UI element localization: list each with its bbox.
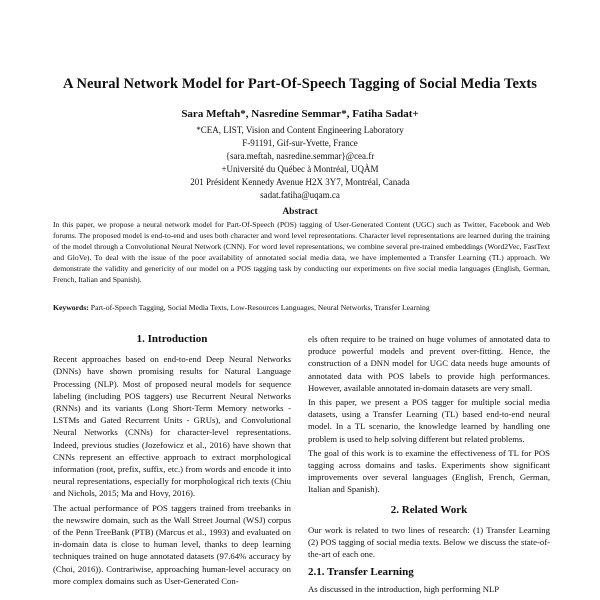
affiliation-line: 201 Président Kennedy Avenue H2X 3Y7, Montréal, Canada bbox=[190, 177, 410, 187]
paragraph: In this paper, we present a POS tagger for multiple social media datasets, using a Transfer Learning (TL) based end-to-end neural model. In a TL scenario, the knowledge learned by handling one problem is used to help solving different but related problems. bbox=[308, 397, 550, 444]
paragraph: Our work is related to two lines of research: (1) Transfer Learning (2) POS tagging of social media texts. Below we discuss the state-of-the-art of each one. bbox=[308, 524, 550, 560]
affiliation-email: sadat.fatiha@uqam.ca bbox=[260, 190, 340, 200]
keywords-label: Keywords: bbox=[53, 303, 89, 312]
keywords-text: Part-of-Speech Tagging, Social Media Texts, Low-Resources Languages, Neural Networks, Transfer Learning bbox=[88, 303, 430, 312]
paragraph: The actual performance of POS taggers trained from treebanks in the newswire domain, such as the Wall Street Journal (WSJ) corpus of the Penn TreeBank (PTB) (Marcus et al., 1993) and evaluated on in-domain data is close to human level, thanks to deep learning techniques trained on huge annotated datasets (97.64% accuracy by (Choi, 2016)). Contrariwise, approaching human-level accuracy on more complex domains such as User-Generated Con- bbox=[53, 502, 291, 586]
affiliation-line: *CEA, LIST, Vision and Content Engineering Laboratory bbox=[196, 125, 404, 135]
paragraph: els often require to be trained on huge volumes of annotated data to produce powerful models and prevent over-fitting. Hence, the construction of a DNN model for UGC data needs huge amounts of annotated data with POS labels to provide high performances. However, available annotated in-domain datasets are very small. bbox=[308, 334, 550, 393]
section-heading-introduction: 1. Introduction bbox=[136, 333, 208, 345]
keywords bbox=[53, 303, 550, 312]
abstract-text: In this paper, we propose a neural network model for Part-Of-Speech (POS) tagging of User-Generated Content (UGC) such as Twitter, Facebook and Web forums. The proposed model is end-to-end and uses both character and word level representations. Character level representations are learned during the training of the model through a Convolutional Neural Network (CNN). For word level representations, we combine several pre-trained embeddings (Word2Vec, FastText and GloVe). To deal with the issue of the poor availability of annotated social media data, we have implemented a Transfer Learning (TL) approach. We demonstrate the validity and genericity of our model on a POS tagging task by conducting our experiments on five social media languages (English, German, French, Italian and Spanish). bbox=[53, 220, 550, 284]
affiliation-email: {sara.meftah, nasredine.semmar}@cea.fr bbox=[225, 151, 375, 161]
author-list: Sara Meftah*, Nasredine Semmar*, Fatiha Sadat+ bbox=[181, 108, 419, 120]
subsection-heading-transfer-learning: 2.1. Transfer Learning bbox=[308, 566, 414, 579]
affiliation-line: +Université du Québec à Montréal, UQÀM bbox=[221, 164, 379, 174]
left-column bbox=[53, 333, 291, 589]
section-heading-related-work: 2. Related Work bbox=[390, 503, 468, 516]
abstract-heading: Abstract bbox=[282, 207, 318, 217]
paragraph: The goal of this work is to examine the effectiveness of TL for POS tagging across domains and tasks. Experiments show significant improvements over several languages (English, French, German, Italian and Spanish). bbox=[308, 447, 550, 495]
right-column bbox=[308, 333, 550, 597]
paragraph: As discussed in the introduction, high performing NLP bbox=[308, 583, 500, 594]
affiliation-line: F-91191, Gif-sur-Yvette, France bbox=[242, 138, 358, 148]
paper-title: A Neural Network Model for Part-Of-Speech Tagging of Social Media Texts bbox=[62, 76, 538, 92]
paragraph: Recent approaches based on end-to-end Deep Neural Networks (DNNs) have shown promising results for Natural Language Processing (NLP). Most of proposed neural models for sequence labeling (including POS taggers) use Recurrent Neural Networks (RNNs) and its variants (Long Short-Term Memory networks - LSTMs and Gated Recurrent Units - GRUs), and Convolutional Neural Networks (CNNs) for character-level representations. Indeed, previous studies (Jozefowicz et al., 2016) have shown that CNNs represent an effective approach to extract morphological information (root, prefix, suffix, etc.) from words and encode it into neural representations, especially for morphological rich texts (Chiu and Nichols, 2015; Ma and Hovy, 2016). bbox=[53, 354, 291, 499]
